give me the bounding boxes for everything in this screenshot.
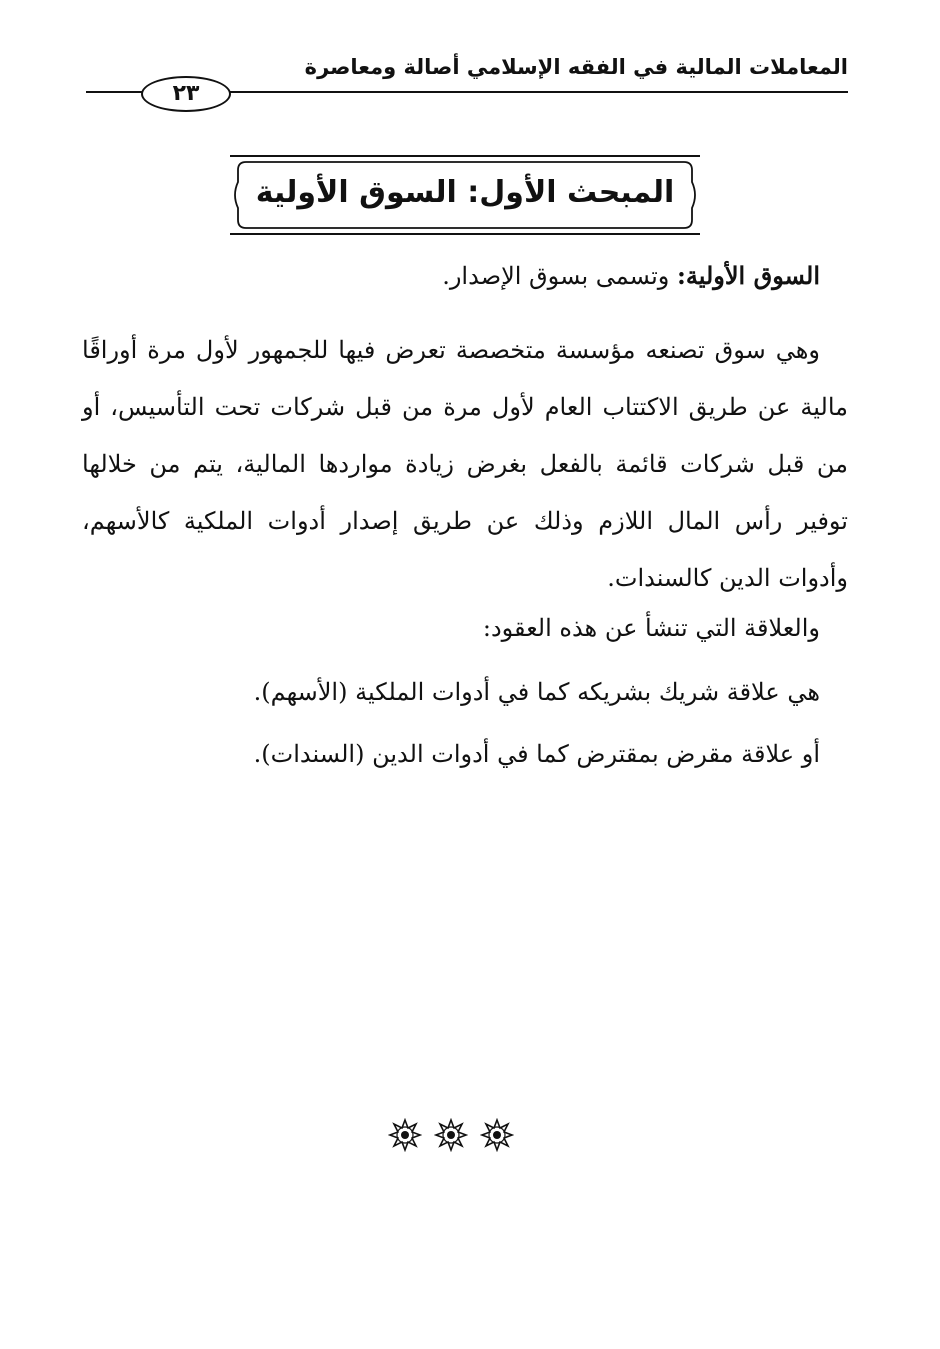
body-paragraph: وهي سوق تصنعه مؤسسة متخصصة تعرض فيها للجمهور لأول مرة أوراقًا مالية عن طريق الاكتتاب العام لأول مرة من قبل شركات تحت التأسيس، أو من قبل شركات قائمة بالفعل بغرض زيادة مواردها المالية، يتم من خلالها توفير رأس المال اللازم وذلك عن طريق إصدار أدوات الملكية كالأسهم، وأدوات الدين كالسندات. bbox=[82, 336, 849, 592]
running-header-title: المعاملات المالية في الفقه الإسلامي أصالة ومعاصرة bbox=[304, 55, 848, 79]
definition-term: السوق الأولية: bbox=[677, 261, 820, 290]
flower-ornament-icon bbox=[480, 1118, 514, 1152]
flower-ornament-icon bbox=[388, 1118, 422, 1152]
section-title-box bbox=[230, 154, 700, 236]
definition-line bbox=[82, 258, 848, 294]
section-end-ornaments bbox=[388, 1118, 514, 1158]
section-title: المبحث الأول: السوق الأولية bbox=[255, 175, 675, 210]
relation-equity: هي علاقة شريك بشريكه كما في أدوات الملكية (الأسهم). bbox=[253, 678, 820, 706]
flower-ornament-icon bbox=[434, 1118, 468, 1152]
relation-debt: أو علاقة مقرض بمقترض كما في أدوات الدين (السندات). bbox=[253, 740, 820, 768]
relation-intro: والعلاقة التي تنشأ عن هذه العقود: bbox=[482, 614, 820, 642]
page-number: ٢٣ bbox=[141, 76, 231, 112]
definition-text: وتسمى بسوق الإصدار. bbox=[442, 262, 670, 290]
